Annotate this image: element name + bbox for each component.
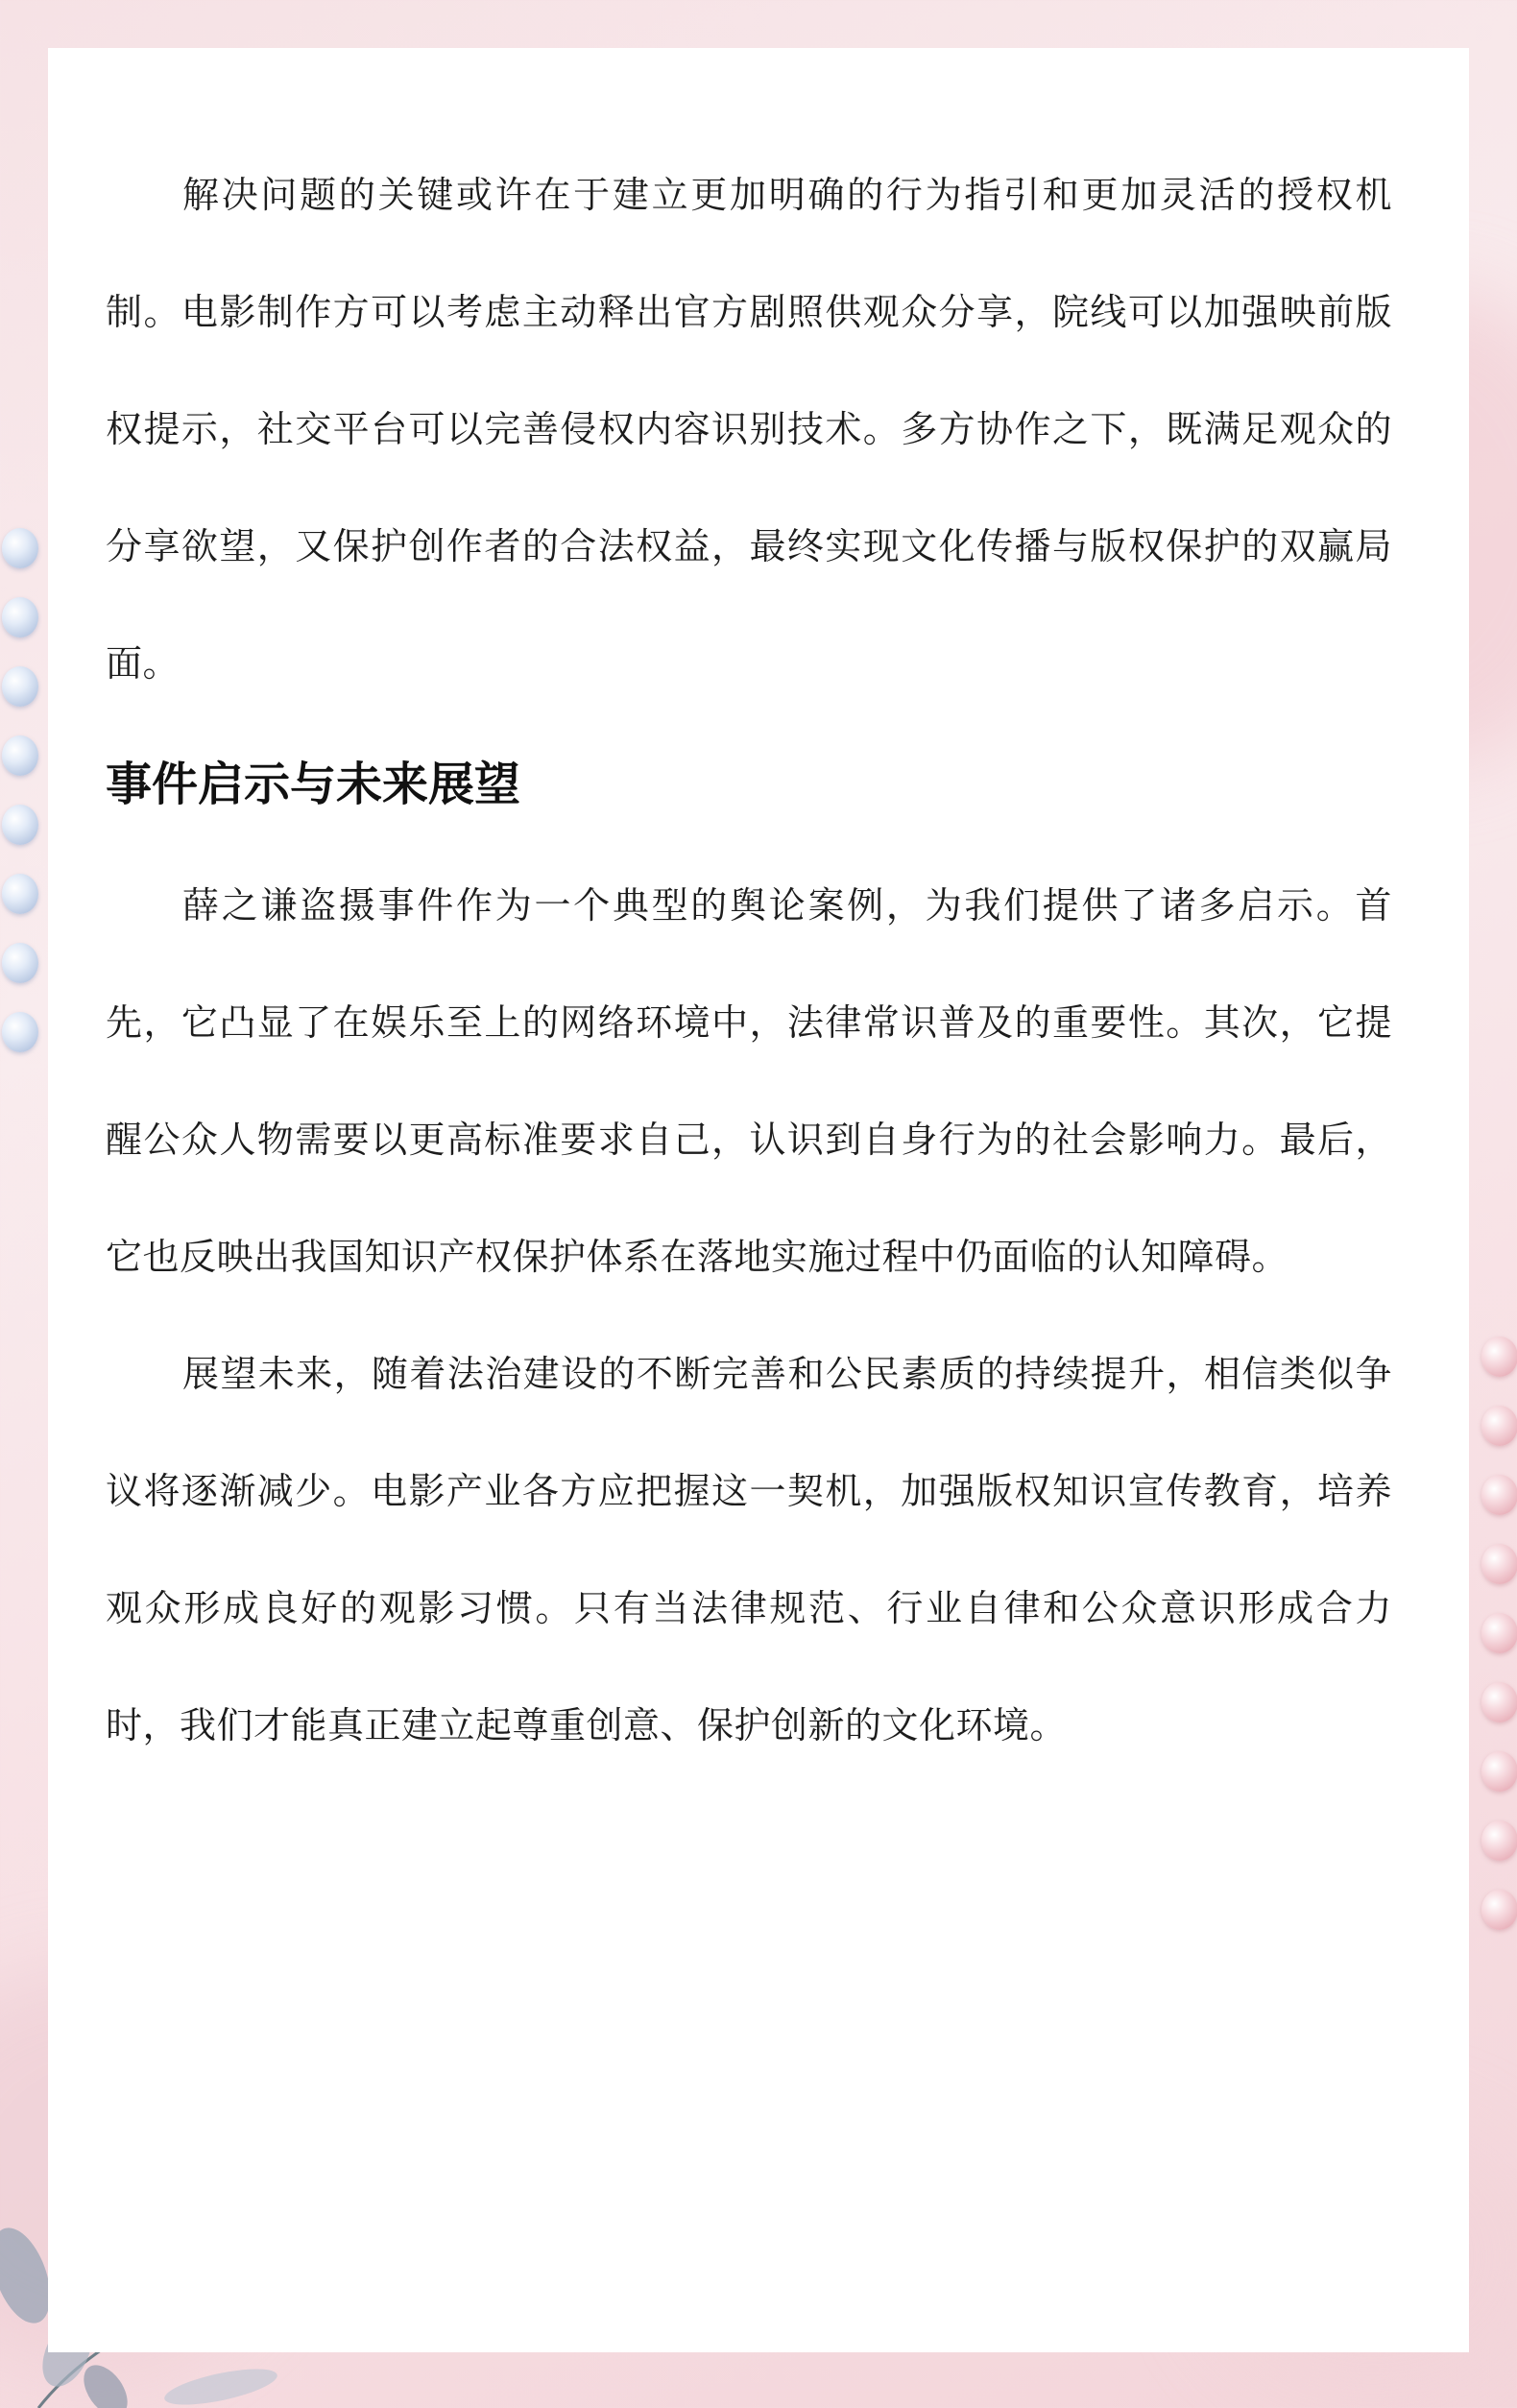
pink-pearl-icon <box>1481 1682 1517 1722</box>
pink-pearl-icon <box>1481 1751 1517 1792</box>
pink-pearl-icon <box>1481 1544 1517 1584</box>
blue-pearl-icon <box>2 943 38 983</box>
blue-pearl-icon <box>2 666 38 707</box>
paragraph-outlook: 展望未来，随着法治建设的不断完善和公民素质的持续提升，相信类似争议将逐渐减少。电影产业各方应把握这一契机，加强版权知识宣传教育，培养观众形成良好的观影习惯。只有当法律规范、行业自律和公众意识形成合力时，我们才能真正建立起尊重创意、保护创新的文化环境。 <box>106 1353 1392 1746</box>
paragraph-authorization: 解决问题的关键或许在于建立更加明确的行为指引和更加灵活的授权机制。电影制作方可以考虑主动释出官方剧照供观众分享，院线可以加强映前版权提示，社交平台可以完善侵权内容识别技术。多方协作之下，既满足观众的分享欲望，又保护创作者的合法权益，最终实现文化传播与版权保护的双赢局面。 <box>106 174 1392 685</box>
blue-pearl-icon <box>2 597 38 638</box>
blue-pearl-icon <box>2 874 38 914</box>
blue-pearl-icon <box>2 735 38 776</box>
right-bead-strand <box>1481 1336 1517 1930</box>
paragraph-lessons: 薛之谦盗摄事件作为一个典型的舆论案例，为我们提供了诸多启示。首先，它凸显了在娱乐至上的网络环境中，法律常识普及的重要性。其次，它提醒公众人物需要以更高标准要求自己，认识到自身行为的社会影响力。最后，它也反映出我国知识产权保护体系在落地实施过程中仍面临的认知障碍。 <box>106 884 1392 1278</box>
article-body <box>106 136 1392 1784</box>
section-heading: 事件启示与未来展望 <box>106 758 521 811</box>
left-bead-strand <box>2 528 38 1052</box>
pink-pearl-icon <box>1481 1336 1517 1377</box>
blue-pearl-icon <box>2 1012 38 1052</box>
blue-pearl-icon <box>2 805 38 845</box>
pink-pearl-icon <box>1481 1613 1517 1653</box>
pink-pearl-icon <box>1481 1475 1517 1515</box>
blue-pearl-icon <box>2 528 38 568</box>
pink-pearl-icon <box>1481 1820 1517 1861</box>
pink-pearl-icon <box>1481 1890 1517 1930</box>
pink-pearl-icon <box>1481 1406 1517 1446</box>
